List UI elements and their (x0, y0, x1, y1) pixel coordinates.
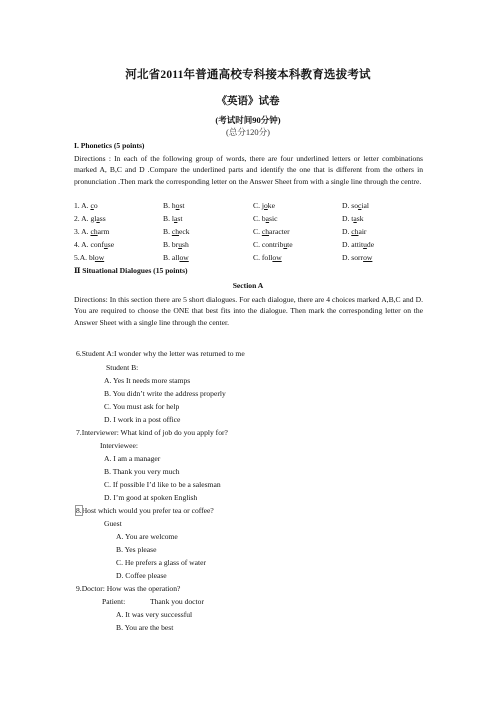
underlined-letters: a (173, 214, 178, 223)
option-text: ial (361, 201, 370, 210)
q7-option-b: B. Thank you very much (104, 467, 180, 476)
option-text: st (177, 214, 183, 223)
part2-directions: Directions: In this section there are 5 short dialogues. For each dialogue, there are 4 choices marked A,B,C and D. You are required to choose the ONE that best fits into the dialogue. Then mark the corresponding letter on the Answer Sheet with a single line through the center. (74, 295, 423, 327)
phonetics-option (74, 201, 98, 210)
question-9: 9.Doctor: How was the operation? (76, 584, 181, 593)
phonetics-option (342, 214, 364, 223)
phonetics-option (342, 240, 374, 249)
option-text: se (107, 240, 115, 249)
phonetics-option (342, 201, 369, 210)
phonetics-option (163, 240, 189, 249)
section-a-heading: Section A (232, 281, 264, 290)
underlined-letters: ch (351, 227, 359, 236)
q8-option-c: C. He prefers a glass of water (116, 558, 207, 567)
exam-time: (考试时间90分钟) (215, 115, 281, 125)
q8-number: 8. (76, 506, 82, 515)
option-text: sh (181, 240, 189, 249)
option-text: de (366, 240, 375, 249)
option-text: C. b (253, 214, 266, 223)
option-text: st (179, 201, 185, 210)
phonetics-option (253, 240, 293, 249)
option-text: B. all (163, 253, 180, 262)
underlined-letters: o (263, 201, 268, 210)
q6-option-d: D. I work in a post office (104, 415, 181, 424)
option-text: sic (269, 214, 278, 223)
option-text: aracter (269, 227, 290, 236)
phonetics-option (163, 227, 190, 236)
phonetics-option (253, 214, 277, 223)
phonetics-option (74, 253, 104, 262)
q7-option-d: D. I’m good at spoken English (104, 493, 198, 502)
phonetics-option (342, 253, 372, 262)
q8-text: Host which would you prefer tea or coffee? (81, 506, 214, 515)
q6-option-b: B. You didn’t write the address properly (104, 389, 226, 398)
phonetics-option (74, 240, 114, 249)
option-text: D. t (342, 214, 354, 223)
phonetics-option (74, 214, 106, 223)
option-text: B. br (163, 240, 179, 249)
phonetics-option (74, 227, 109, 236)
option-text: B. l (163, 214, 174, 223)
option-text: C. j (253, 201, 264, 210)
underlined-letters: u (363, 240, 367, 249)
option-text: D. sorr (342, 253, 364, 262)
part2-heading: Ⅱ Situational Dialogues (15 points) (74, 266, 188, 275)
underlined-letters: c (358, 201, 362, 210)
option-text: D. (342, 227, 352, 236)
underlined-letters: a (353, 214, 357, 223)
option-text: te (287, 240, 293, 249)
q9-reply: Thank you doctor (150, 597, 204, 606)
q6-speaker: Student B: (106, 363, 139, 372)
underlined-letters: ch (90, 227, 98, 236)
phonetics-option (253, 253, 282, 262)
underlined-letters: ch (261, 227, 270, 236)
q9-speaker: Patient: (102, 597, 126, 606)
underlined-letters: ch (171, 227, 180, 236)
q8-option-b: B. Yes please (116, 545, 157, 554)
option-text: 3. A. (74, 227, 91, 236)
option-text: arm (97, 227, 110, 236)
question-7: 7.Interviewer: What kind of job do you apply for? (76, 428, 228, 437)
q7-option-a: A. I am a manager (104, 454, 161, 463)
question-8 (76, 506, 214, 515)
phonetics-option (163, 201, 185, 210)
phonetics-option (163, 214, 182, 223)
phonetics-option (163, 253, 189, 262)
underlined-letters: u (103, 240, 108, 249)
option-text: 4. A. conf (74, 240, 104, 249)
exam-subtitle: 《英语》试卷 (216, 96, 280, 107)
option-text: 2. A. gl (74, 214, 97, 223)
part1-directions: Directions : In each of the following group of words, there are four underlined letters or letter combinations marked A, B,C and D .Compare the underlined parts and identify the one that is different from the others in pronunciation .Then mark the corresponding letter on the Answer Sheet from with a single line through the centre. (74, 154, 423, 186)
option-text: C. (253, 227, 262, 236)
phonetics-option (253, 201, 275, 210)
underlined-letters: a (265, 214, 270, 223)
part1-heading: I. Phonetics (5 points) (74, 141, 145, 150)
option-text: 5.A. bl (74, 253, 95, 262)
underlined-letters: o (175, 201, 180, 210)
option-text: ke (267, 201, 275, 210)
phonetics-option (253, 227, 290, 236)
q6-option-c: C. You must ask for help (104, 402, 180, 411)
q8-speaker: Guest (104, 519, 122, 528)
q6-option-a: A. Yes It needs more stamps (104, 376, 191, 385)
underlined-letters: ow (363, 253, 373, 262)
phonetics-option (342, 227, 366, 236)
option-text: air (358, 227, 367, 236)
underlined-letters: c (90, 201, 94, 210)
option-text: D. attit (342, 240, 364, 249)
underlined-letters: ow (94, 253, 105, 262)
underlined-letters: ow (272, 253, 282, 262)
option-text: sk (356, 214, 364, 223)
option-text: eck (179, 227, 190, 236)
q8-option-a: A. You are welcome (116, 532, 178, 541)
underlined-letters: a (96, 214, 100, 223)
option-text: C. contrib (253, 240, 284, 249)
question-6: 6.Student A:I wonder why the letter was returned to me (76, 349, 245, 358)
option-text: B. h (163, 201, 176, 210)
option-text: D. so (342, 201, 359, 210)
underlined-letters: u (283, 240, 288, 249)
underlined-letters: ow (179, 253, 189, 262)
q9-option-b: B. You are the best (116, 623, 174, 632)
option-text: C. foll (253, 253, 273, 262)
option-text: ss (99, 214, 106, 223)
q7-speaker: Interviewee: (100, 441, 138, 450)
q8-option-d: D. Coffee please (116, 571, 167, 580)
option-text: B. (163, 227, 172, 236)
option-text: o (93, 201, 98, 210)
q7-option-c: C. If possible I’d like to be a salesman (104, 480, 221, 489)
q9-option-a: A. It was very successful (116, 610, 193, 619)
option-text: 1. A. (74, 201, 91, 210)
exam-title: 河北省2011年普通高校专科接本科教育选拔考试 (125, 69, 371, 81)
exam-score: (总分120分) (226, 127, 270, 137)
underlined-letters: u (178, 240, 182, 249)
